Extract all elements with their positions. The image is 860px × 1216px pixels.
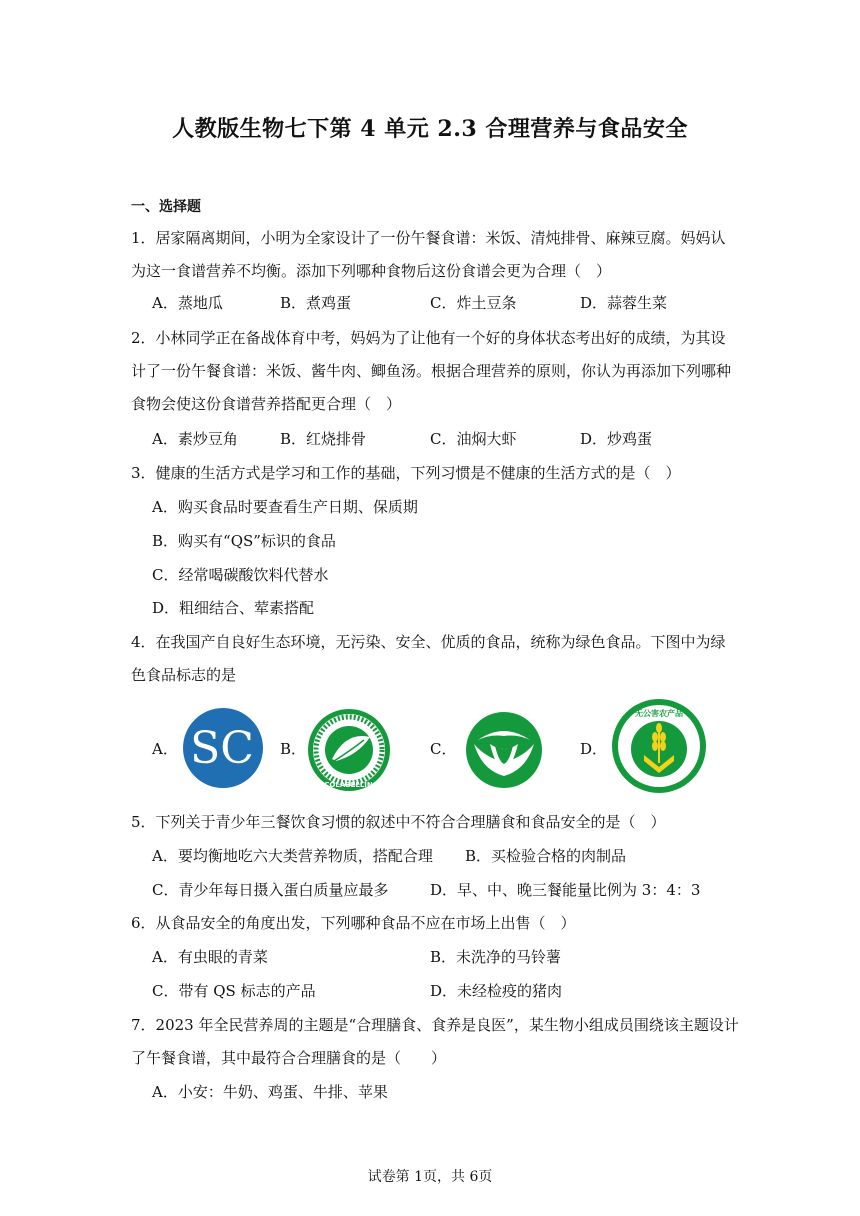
q7-stem-line2: 了午餐食谱，其中最符合合理膳食的是（ ） bbox=[131, 1049, 447, 1067]
pollution-free-logo-image[interactable] bbox=[610, 697, 708, 795]
q4-stem-line1: 4．在我国产自良好生态环境，无污染、安全、优质的食品，统称为绿色食品。下图中为绿 bbox=[131, 633, 726, 651]
q1-option-d[interactable]: D．蒜蓉生菜 bbox=[580, 294, 668, 312]
q4-label-d[interactable]: D． bbox=[580, 740, 608, 758]
q3-option-b[interactable]: B．购买有“QS”标识的食品 bbox=[152, 532, 336, 550]
section-heading: 一、选择题 bbox=[131, 199, 201, 215]
q3-option-d[interactable]: D．粗细结合、荤素搭配 bbox=[152, 599, 315, 617]
sc-logo-text: SC bbox=[190, 723, 254, 774]
q4-label-b[interactable]: B． bbox=[280, 740, 307, 758]
q5-option-d[interactable]: D．早、中、晚三餐能量比例为 3：4：3 bbox=[430, 881, 701, 899]
pollution-free-text: 无公害农产品 bbox=[635, 709, 683, 718]
q3-option-c[interactable]: C．经常喝碳酸饮料代替水 bbox=[152, 566, 329, 584]
q4-label-a[interactable]: A． bbox=[152, 740, 178, 758]
page-footer: 试卷第 1页，共 6页 bbox=[367, 1169, 493, 1185]
eco-label-text: ECOLABELLING bbox=[319, 781, 379, 789]
q2-stem-line3: 食物会使这份食谱营养搭配更合理（ ） bbox=[131, 395, 402, 413]
q2-stem-line1: 2．小林同学正在备战体育中考，妈妈为了让他有一个好的身体状态考出好的成绩，为其设 bbox=[131, 329, 726, 347]
q3-option-a[interactable]: A．购买食品时要查看生产日期、保质期 bbox=[152, 498, 418, 516]
q1-option-a[interactable]: A．蒸地瓜 bbox=[152, 294, 223, 312]
q2-stem-line2: 计了一份午餐食谱：米饭、酱牛肉、鲫鱼汤。根据合理营养的原则，你认为再添加下列哪种 bbox=[131, 362, 732, 380]
q5-option-a[interactable]: A．要均衡地吃六大类营养物质，搭配合理 bbox=[152, 847, 433, 865]
q1-stem-line1: 1．居家隔离期间，小明为全家设计了一份午餐食谱：米饭、清炖排骨、麻辣豆腐。妈妈认 bbox=[131, 229, 726, 247]
green-food-logo-image[interactable] bbox=[462, 710, 546, 790]
q5-stem: 5．下列关于青少年三餐饮食习惯的叙述中不符合合理膳食和食品安全的是（ ） bbox=[131, 813, 666, 831]
q6-option-a[interactable]: A．有虫眼的青菜 bbox=[152, 948, 268, 966]
q7-stem-line1: 7．2023 年全民营养周的主题是“合理膳食、食养是良医”，某生物小组成员围绕该主题设计 bbox=[131, 1016, 739, 1034]
sc-logo-image[interactable] bbox=[181, 706, 265, 790]
q2-option-d[interactable]: D．炒鸡蛋 bbox=[580, 430, 653, 448]
q1-option-c[interactable]: C．炸土豆条 bbox=[430, 294, 517, 312]
q7-option-a[interactable]: A．小安：牛奶、鸡蛋、牛排、苹果 bbox=[152, 1083, 388, 1101]
q1-option-b[interactable]: B．煮鸡蛋 bbox=[280, 294, 352, 312]
q4-stem-line2: 色食品标志的是 bbox=[131, 666, 237, 684]
q2-option-a[interactable]: A．素炒豆角 bbox=[152, 430, 238, 448]
q2-option-b[interactable]: B．红烧排骨 bbox=[280, 430, 367, 448]
q5-option-c[interactable]: C．青少年每日摄入蛋白质量应最多 bbox=[152, 881, 389, 899]
page-title: 人教版生物七下第 4 单元 2.3 合理营养与食品安全 bbox=[172, 116, 688, 142]
q3-stem: 3．健康的生活方式是学习和工作的基础，下列习惯是不健康的生活方式的是（ ） bbox=[131, 464, 681, 482]
q6-option-d[interactable]: D．未经检疫的猪肉 bbox=[430, 982, 563, 1000]
q5-option-b[interactable]: B．买检验合格的肉制品 bbox=[465, 847, 627, 865]
q4-label-c[interactable]: C． bbox=[430, 740, 457, 758]
q6-option-b[interactable]: B．未洗净的马铃薯 bbox=[430, 948, 562, 966]
q6-stem: 6．从食品安全的角度出发，下列哪种食品不应在市场上出售（ ） bbox=[131, 914, 576, 932]
q1-stem-line2: 为这一食谱营养不均衡。添加下列哪种食物后这份食谱会更为合理（ ） bbox=[131, 262, 612, 280]
q6-option-c[interactable]: C．带有 QS 标志的产品 bbox=[152, 982, 316, 1000]
q2-option-c[interactable]: C．油焖大虾 bbox=[430, 430, 517, 448]
eco-label-logo-image[interactable] bbox=[306, 707, 392, 793]
